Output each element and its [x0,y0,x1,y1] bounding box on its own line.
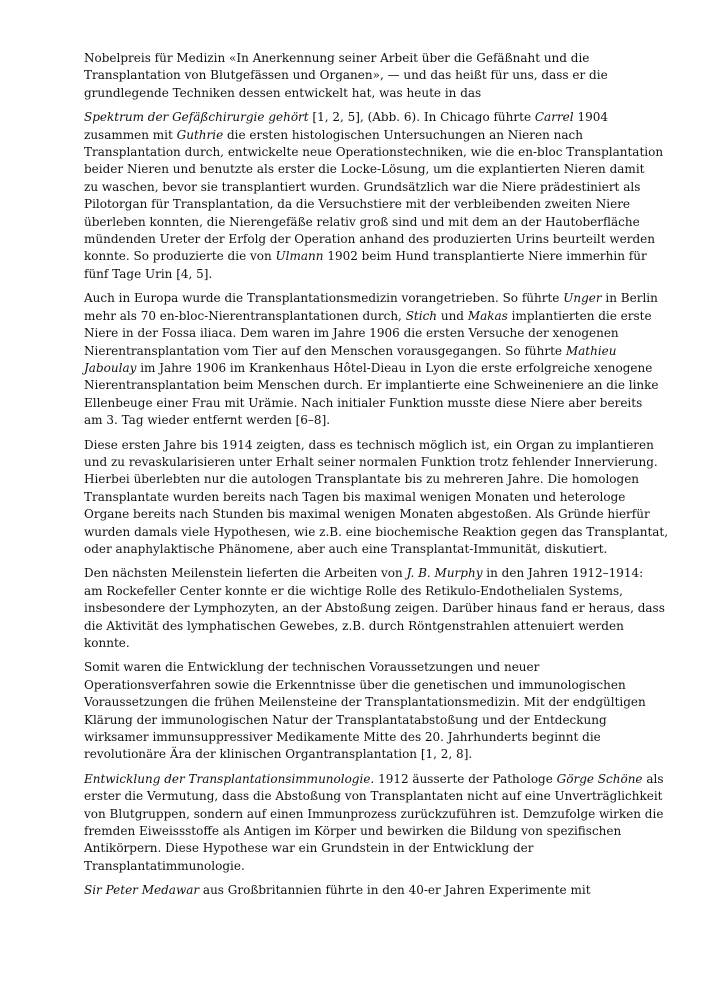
text-line [84,325,659,342]
italic-text: Sir Peter Medawar [84,883,200,898]
text-run: Nierentransplantation beim Menschen durch. Er implantierte eine Schweineniere an die linke [84,378,659,393]
text-run: am 3. Tag wieder entfernt werden [6–8]. [84,413,331,428]
text-line [84,506,659,523]
text-run: konnte. [84,636,130,650]
text-line [84,471,659,488]
text-run: Pilotorgan für Transplantation, da die Versuchstiere mit der verbleibenden zweiten Niere [84,197,631,212]
text-run: erster die Vermutung, dass die Abstoßung von Transplantaten nicht auf eine Unverträglichkeit [84,789,663,804]
text-line [84,771,664,788]
text-run: beider Nieren und benutzte als erster die Locke-Lösung, um die explantierten Nieren damit [84,162,645,177]
italic-text: J. B. Murphy [406,566,483,581]
text-run: wurden damals viele Hypothesen, wie z.B. eine biochemische Reaktion gegen das Transplantat, [84,524,669,539]
text-line [84,308,659,325]
italic-text: Jaboulay [84,360,137,375]
italic-text: Guthrie [176,127,224,142]
text-line [84,85,659,102]
text-run: oder anaphylaktische Phänomene, aber auch eine Transplantat-Immunität, diskutiert. [84,541,608,556]
text-line [84,454,659,471]
paragraph [84,290,659,429]
text-line [84,524,669,541]
text-run: Transplantation durch, entwickelte neue Operationstechniken, wie die en-bloc Transplantation [84,145,664,160]
text-line [84,248,659,265]
text-line [84,489,659,506]
text-line [84,144,664,161]
text-run: im Jahre 1906 im Krankenhaus Hôtel-Dieau in Lyon die erste erfolgreiche xenogene [136,360,653,375]
paragraph [84,50,659,102]
text-line [84,858,659,875]
text-line [84,290,659,307]
text-run: fremden Eiweissstoffe als Antigen im Körper und bewirken die Bildung von spezifischen [84,824,622,839]
paragraph [84,109,664,283]
text-line [84,541,659,558]
text-line [84,50,659,67]
text-run: Niere in der Fossa iliaca. Dem waren im Jahre 1906 die ersten Versuche der xenogenen [84,326,619,341]
text-line [84,677,659,694]
text-line [84,788,663,805]
text-run: am Rockefeller Center konnte er die wichtige Rolle des Retikulo-Endothelialen Systems, [84,583,623,598]
text-run: wirksamer immunsuppressiver Medikamente Mitte des 20. Jahrhunderts beginnt die [84,730,601,745]
paragraph [84,882,659,899]
italic-text: Mathieu [565,343,617,358]
italic-text: Stich [405,308,438,323]
text-line [84,161,659,178]
text-run: Ellenbeuge einer Frau mit Urämie. Nach initialer Funktion musste diese Niere aber bereits [84,395,643,410]
paragraph [84,771,664,875]
text-run: Hierbei überlebten nur die autologen Transplantate bis zu mehreren Jahre. Die homologen [84,472,640,487]
text-run: 1904 [573,110,608,125]
text-line [84,746,659,763]
italic-text: Unger [563,291,602,306]
text-run: die ersten histologischen Untersuchungen an Nieren nach [223,127,583,142]
italic-text: Spektrum der Gefäßchirurgie gehört [84,110,309,125]
italic-text: Carrel [534,110,574,125]
text-line [84,67,659,84]
text-run: Auch in Europa wurde die Transplantationsmedizin vorangetrieben. So führte [84,291,564,306]
text-run: konnte. So produzierte die von [84,249,276,264]
text-run: und [437,308,468,323]
text-run: Antikörpern. Diese Hypothese war ein Grundstein in der Entwicklung der [84,841,534,856]
text-line [84,882,659,899]
text-run: [1, 2, 5], (Abb. 6). In Chicago führte [308,110,535,125]
paragraph [84,659,659,763]
text-line [84,712,659,729]
text-run: die Aktivität des lymphatischen Gewebes, z.B. durch Röntgenstrahlen attenuiert werden [84,618,624,633]
text-run: grundlegende Techniken dessen entwickelt hat, was heute in das [84,85,482,100]
text-line [84,729,659,746]
text-run: fünf Tage Urin [4, 5]. [84,266,213,281]
text-run: in den Jahren 1912–1914: [482,566,644,581]
text-run: zusammen mit [84,127,177,142]
italic-text: Makas [467,308,508,323]
text-run: Nierentransplantation vom Tier auf den Menschen vorausgegangen. So führte [84,343,566,358]
paragraph [84,565,665,652]
text-run: Voraussetzungen die frühen Meilensteine der Transplantationsmedizin. Mit der endgültigen [84,695,646,710]
text-run: 1902 beim Hund transplantierte Niere immerhin für [323,249,647,264]
text-line [84,266,659,283]
text-run: zu waschen, bevor sie transplantiert wurden. Grundsätzlich war die Niere prädestiniert als [84,179,641,194]
italic-text: Ulmann [275,249,324,264]
document-page [84,50,669,907]
italic-text: Görge Schöne [556,771,643,786]
text-line [84,179,659,196]
text-run: aus Großbritannien führte in den 40-er Jahren Experimente mit [199,883,591,898]
text-run: Den nächsten Meilenstein lieferten die Arbeiten von [84,566,407,581]
text-line [84,360,659,377]
text-line [84,618,659,635]
text-run: und zu revaskularisieren unter Erhalt seiner normalen Funktion trotz fehlender Innervierung. [84,454,658,469]
text-line [84,437,659,454]
text-line [84,659,659,676]
text-line [84,196,659,213]
italic-text: Entwicklung der Transplantationsimmunologie. [84,771,375,786]
paragraph [84,437,669,559]
text-run: Somit waren die Entwicklung der technischen Voraussetzungen und neuer [84,660,540,675]
text-run: Transplantation von Blutgefässen und Organen», — und das heißt für uns, dass er die [84,68,608,83]
text-line [84,377,659,394]
text-line [84,694,659,711]
text-line [84,412,659,429]
text-run: mehr als 70 en-bloc-Nierentransplantationen durch, [84,308,406,323]
text-run: 1912 äusserte der Pathologe [374,771,557,786]
text-run: Klärung der immunologischen Natur der Transplantatabstoßung und der Entdeckung [84,712,607,727]
text-line [84,231,659,248]
text-run: revolutionäre Ära der klinischen Organtransplantation [1, 2, 8]. [84,747,473,762]
text-line [84,127,659,144]
text-line [84,109,659,126]
text-run: mündenden Ureter der Erfolg der Operation anhand des produzierten Urins beurteilt werden [84,232,655,247]
text-run: überleben konnten, die Nierengefäße relativ groß sind und mit dem an der Hautoberfläche [84,214,640,229]
text-run: implantierten die erste [507,308,652,323]
text-line [84,214,659,231]
text-line [84,806,664,823]
text-run: von Blutgruppen, sondern auf einen Immunprozess zurückzuführen ist. Demzufolge wirken die [84,806,664,821]
text-run: als [642,771,664,786]
text-run: Organe bereits nach Stunden bis maximal wenigen Monaten abgestoßen. Als Gründe hierfür [84,507,650,522]
text-line [84,395,659,412]
text-run: insbesondere der Lymphozyten, an der Abstoßung zeigen. Darüber hinaus fand er heraus, dass [84,601,665,616]
text-line [84,635,659,652]
text-line [84,840,659,857]
text-run: in Berlin [601,291,658,306]
text-line [84,565,659,582]
text-run: Operationsverfahren sowie die Erkenntnisse über die genetischen und immunologischen [84,677,626,692]
text-line [84,583,659,600]
text-run: Transplantate wurden bereits nach Tagen bis maximal wenigen Monaten und heterologe [84,489,626,504]
text-line [84,823,659,840]
text-line [84,343,659,360]
text-run: Diese ersten Jahre bis 1914 zeigten, dass es technisch möglich ist, ein Organ zu implantieren [84,437,654,452]
text-run: Nobelpreis für Medizin «In Anerkennung seiner Arbeit über die Gefäßnaht und die [84,51,590,65]
text-line [84,600,665,617]
text-run: Transplantatimmunologie. [84,858,245,873]
